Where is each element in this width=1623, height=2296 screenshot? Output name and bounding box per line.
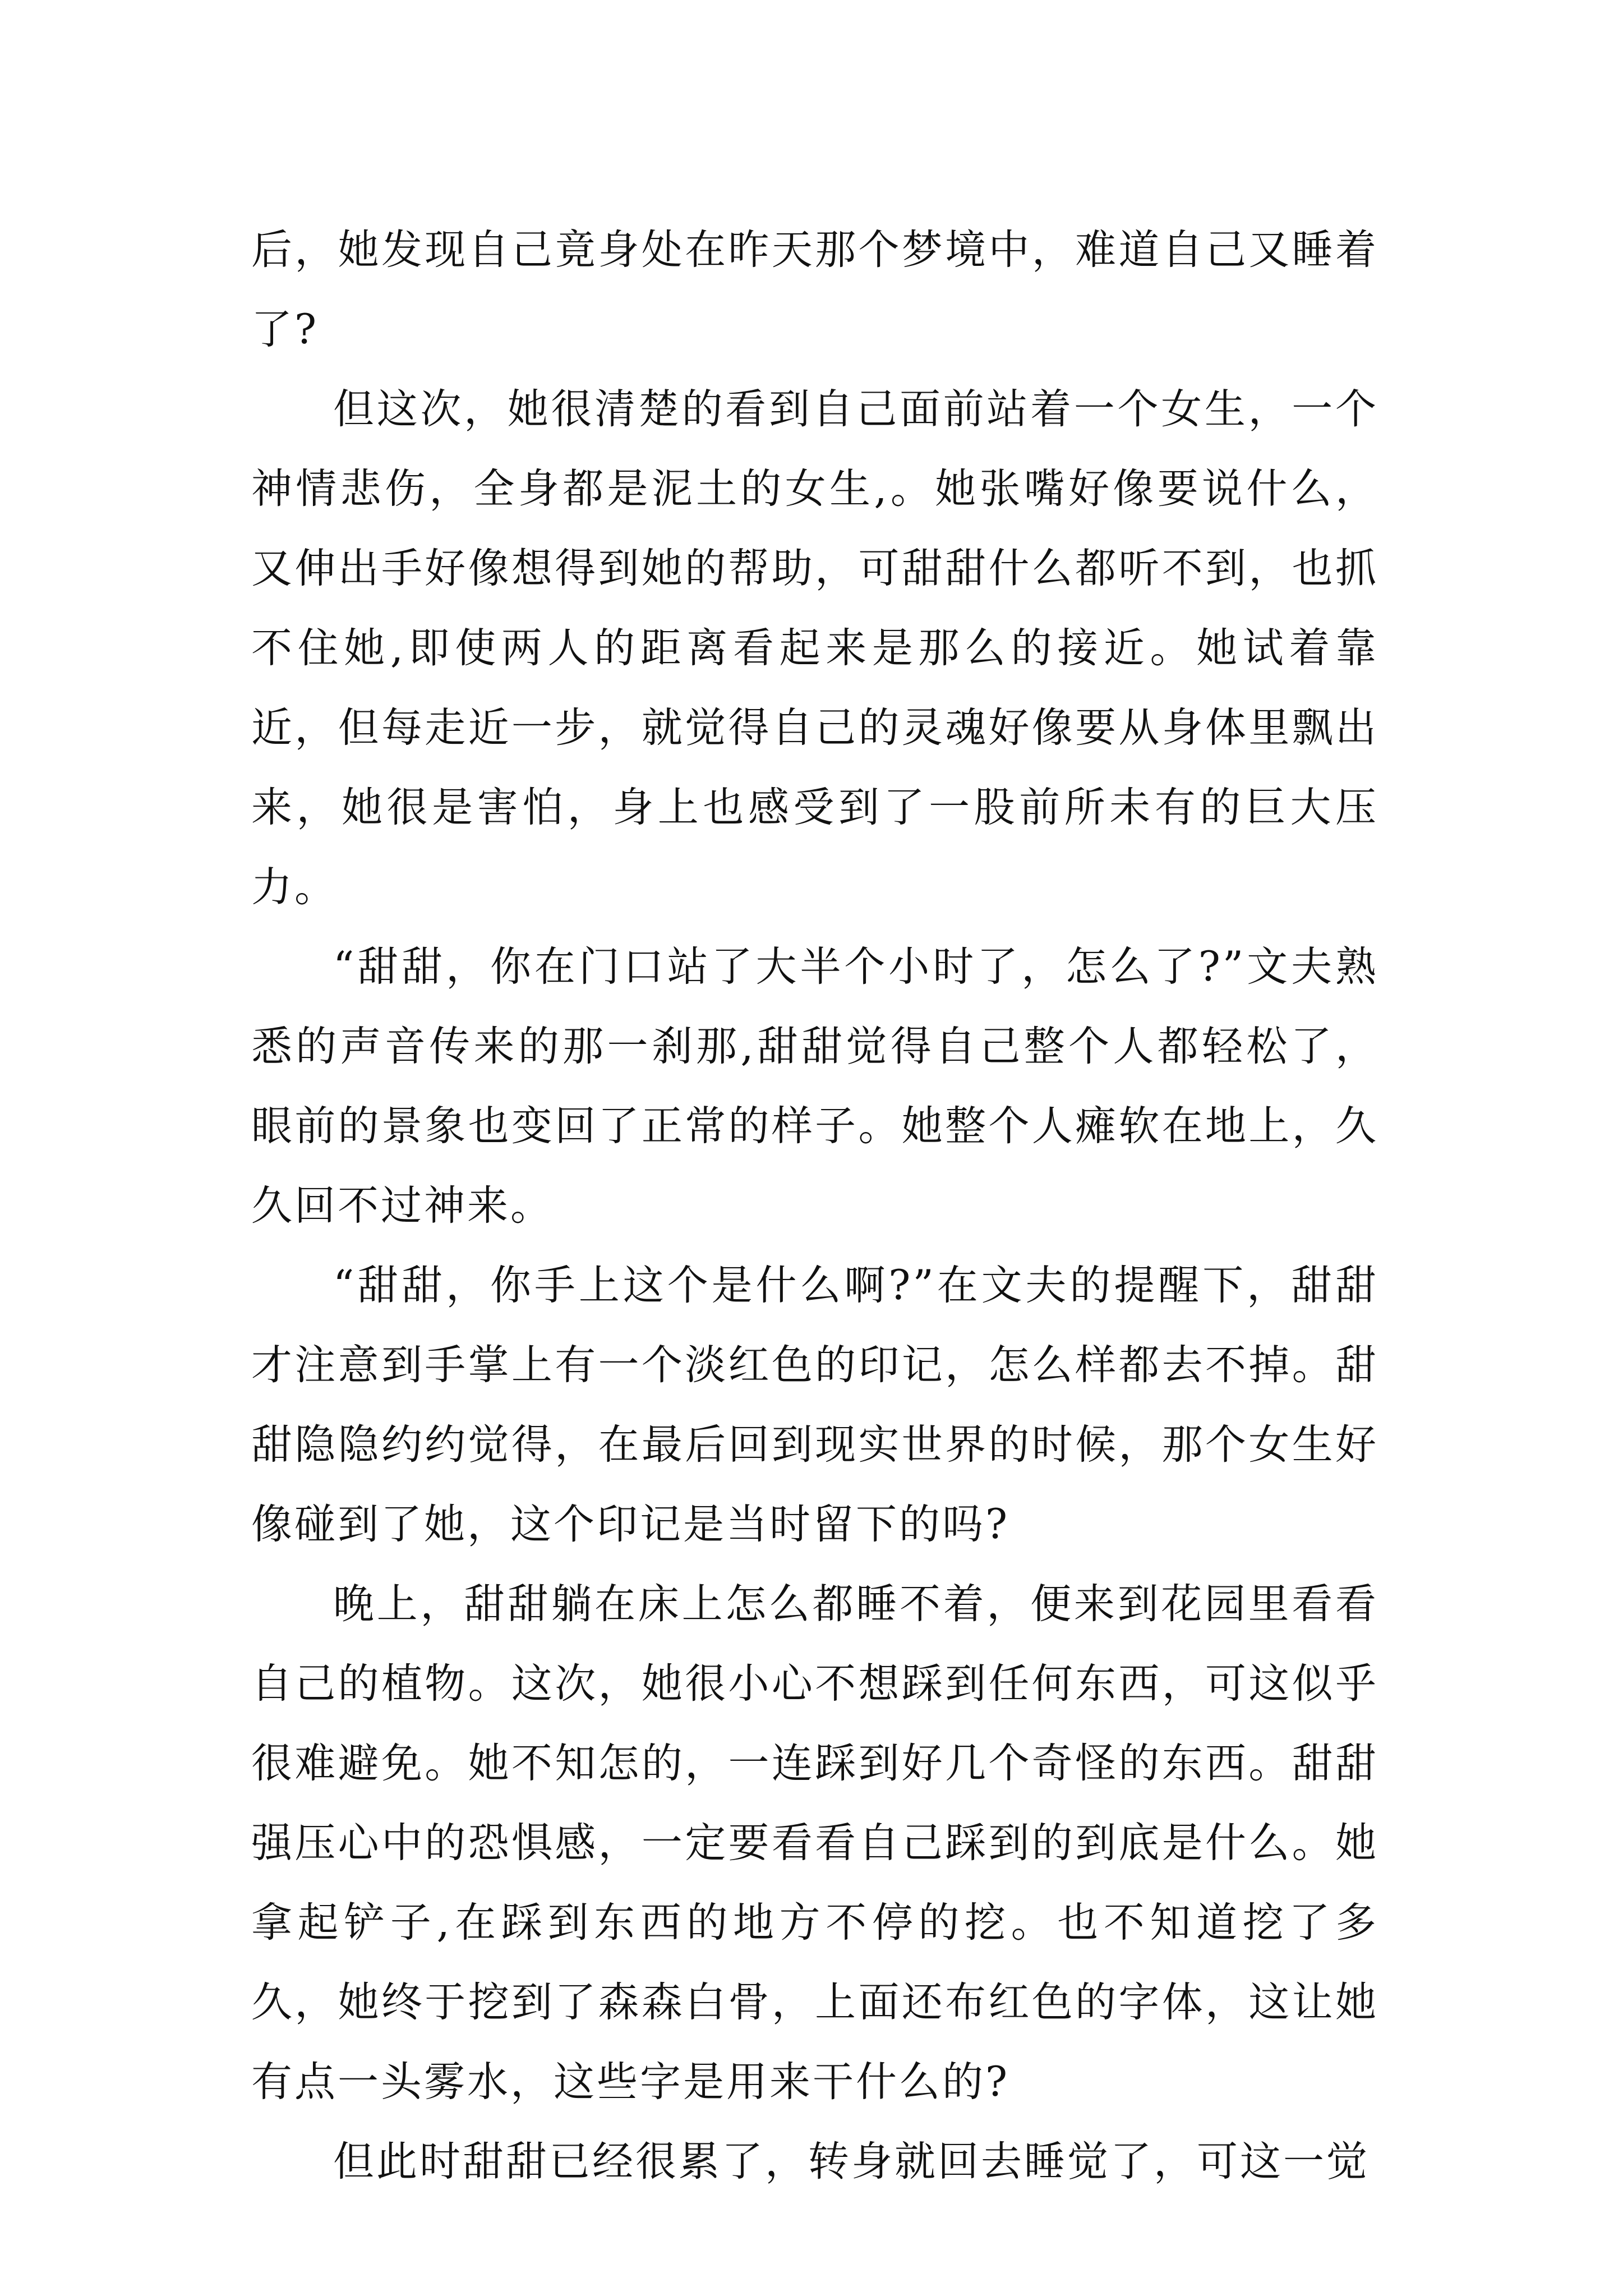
paragraph: 但此时甜甜已经很累了，转身就回去睡觉了，可这一觉 (333, 2138, 1370, 2185)
paragraph: “甜甜，你手上这个是什么啊?”在文夫的提醒下，甜甜才注意到手掌上有一个淡红色的印记，怎么样都去不掉。甜甜隐隐约约觉得，在最后回到现实世界的时候，那个女生好像碰到了她，这个印记是当时留下的吗? (251, 1262, 1378, 1548)
paragraph-continuation: 后，她发现自己竟身处在昨天那个梦境中，难道自己又睡着了? (251, 226, 1378, 353)
body-text (251, 210, 1378, 2202)
paragraph: 但这次，她很清楚的看到自己面前站着一个女生，一个神情悲伤，全身都是泥土的女生,。她张嘴好像要说什么，又伸出手好像想得到她的帮助，可甜甜什么都听不到，也抓不住她,即使两人的距离看起来是那么的接近。她试着靠近，但每走近一步，就觉得自己的灵魂好像要从身体里飘出来，她很是害怕，身上也感受到了一股前所未有的巨大压力。 (251, 385, 1378, 911)
paragraph: 晚上，甜甜躺在床上怎么都睡不着，便来到花园里看看自己的植物。这次，她很小心不想踩到任何东西，可这似乎很难避免。她不知怎的，一连踩到好几个奇怪的东西。甜甜强压心中的恐惧感，一定要看看自己踩到的到底是什么。她拿起铲子,在踩到东西的地方不停的挖。也不知道挖了多久，她终于挖到了森森白骨，上面还布红色的字体，这让她有点一头雾水，这些字是用来干什么的? (251, 1580, 1378, 2106)
paragraph: “甜甜，你在门口站了大半个小时了，怎么了?”文夫熟悉的声音传来的那一刹那,甜甜觉得自己整个人都轻松了，眼前的景象也变回了正常的样子。她整个人瘫软在地上，久久回不过神来。 (251, 943, 1378, 1230)
